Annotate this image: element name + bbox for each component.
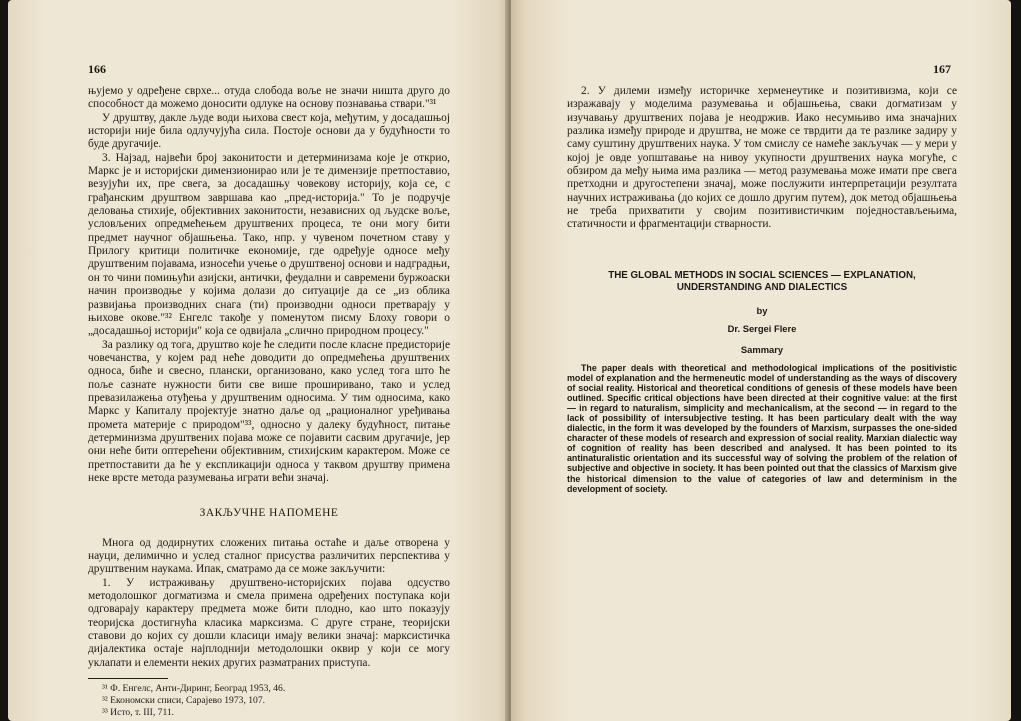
footnote: ³¹ Ф. Енгелс, Анти-Диринг, Београд 1953, 46.: [102, 683, 286, 695]
by-line: by: [756, 305, 768, 316]
footnote: ³³ Исто, т. III, 711.: [102, 707, 175, 719]
paragraph: 2. У дилеми између историчке херменеутике и позитивизма, који се изражавају у моделима разумевања и објашњења, сваки догматизам у изучавању друштвених појава је неодржив. Иако несумњиво има значајних разлика између природе и друштва, не може се тврдити да те разлике задиру у саму суштину друштвених наука. У том смислу се намеће закључак — у мери у којој је овде уопштавање на нивоу укупности друштвених наука могуће, с обзиром да међу њима има разлика — метод разумевања може имати пре свега претходни и другостепени значај, може послужити интерпретацији резултата научних истраживања (до којих се дошло другим путем), док метод објашњења не треба прихватити у своjим позитивистичким поједностављењима, статичности и фрагментацији стварности.: [567, 85, 957, 231]
paragraph: 1. У истраживању друштвено-историјских појава одсуство методолошког догматизма и смела примена одређених поступака који одговарају карактеру предмета може бити плодно, као што показују теоријска достигнућа класика марксизма. С друге стране, теоријски ставови до којих су дошли класици имају велики значај: марксистичка дијалектика остаје најплоднији методолошки оквир у који се могу уклапати и елементи неких других разматраних приступа.: [88, 576, 450, 669]
paragraph: Многа од додирнутих сложених питања остаће и даље отворена у науци, делимично и услед сталног присуства различитих перспектива у друштвеним наукама. Ипак, сматрамо да се може закључити:: [88, 536, 450, 576]
left-page-text: [88, 85, 450, 719]
summary-title: THE GLOBAL METHODS IN SOCIAL SCIENCES — EXPLANATION, UNDERSTANDING AND DIALECTICS: [608, 270, 916, 293]
section-heading: ЗАКЉУЧНЕ НАПОМЕНЕ: [199, 507, 339, 520]
paragraph: У друштву, дакле људе води њихова свест која, међутим, у досадашњој историји није била одлучујућа сила. Постоје основи да у будућности то буде другачије.: [88, 111, 450, 151]
english-summary: [567, 270, 957, 494]
footnote: ³² Економски списи, Сарајево 1973, 107.: [102, 695, 266, 707]
right-page-text: [567, 85, 957, 232]
paragraph: њујемо у одређене сврхе... отуда слобода воље не значи ништа друго до способност да можемо доносити одлуке на основу познавања ствари."³¹: [88, 85, 450, 111]
paragraph: За разлику од тога, друштво које ће следити после класне предисторије човечанства, у којем рад неће доводити до опредмећења друштвених односа, биће и свесно, плански, организовано, како услед тога што ће поље сазнате нужности бити све више проширивано, тако и услед превазилажења отуђења у друштвеним односима. У тим односима, како Маркс у Капиталу пројектује знатно даље од „рационалног уређивања промета материје с природом"³³, односно у далеку будућност, питање детерминизма друштвених појава може се појавити сасвим другачије, јер они неће бити оптерећени објективним, стихијским карактером. Може се претпоставити да ће у експликацији односа у таквом друштву примена неке врсте метода разумевања играти већи значај.: [88, 338, 450, 484]
paragraph: 3. Најзад, највећи број законитости и детерминизама које је открио, Маркс је и историјски димензионирао или је те димензије претпоставио, везујући их, пре свега, за досадашњу човекову историју, која се, с грађанским друштвом завршава као „пред-историја." То је подручје деловања стихије, објективних законитости, независних од људске воље, условљених опредмећењем друштвених процеса, те они могу бити предмет научног објашњења. Тако, нпр. у чувеном почетном ставу у Прилогу критици политичке економије, где одређује односе међу друштвеним појавама, износећи учење о друштвеној основи и надградњи, он то чини помињући азијски, антички, феудални и савремени буржоаски начин производње у којима долази до ситуације да се „из облика развијања производних снага (ти) производни односи претварају у њихове окове."³² Енгелс такође у поменутом писму Блоху говори о „досадашњој историји" која се одвијала „слично природном процесу.": [88, 151, 450, 338]
summary-heading: Sammary: [740, 344, 784, 355]
footnote-rule: [88, 678, 168, 679]
abstract-text: The paper deals with theoretical and methodological implications of the positivistic model of explanation and the hermeneutic model of understanding as the ways of discovery of social reality. Historical and theoretical conditions of genesis of these models have been outlined. Specific critical objections have been directed at their cognitive value: at the first — in regard to naturalism, simplicity and mechanicalism, at the second — in regard to the lack of possibility of intersubjective testing. It has been particulary dealt with the way dialectic, in the form it was developed by the founders of Marxism, surpasses the one-sided character of these models of research and expression of social reality. Marxian dialectic way of cognition of reality has been described and analysed. It has been pointed to its antinaturalistic orientation and its successful way of solving the problem of the relation of subjective and objective in society. It has been pointed out that the classics of Marxism give the historical dimension to the value of categories of law and determinism in the development of society.: [567, 363, 958, 494]
page-number-right: 167: [933, 62, 951, 76]
left-page: [8, 0, 510, 721]
page-number-left: 166: [88, 62, 106, 76]
author-name: Dr. Sergei Flere: [727, 323, 797, 334]
right-page: [511, 0, 1011, 721]
